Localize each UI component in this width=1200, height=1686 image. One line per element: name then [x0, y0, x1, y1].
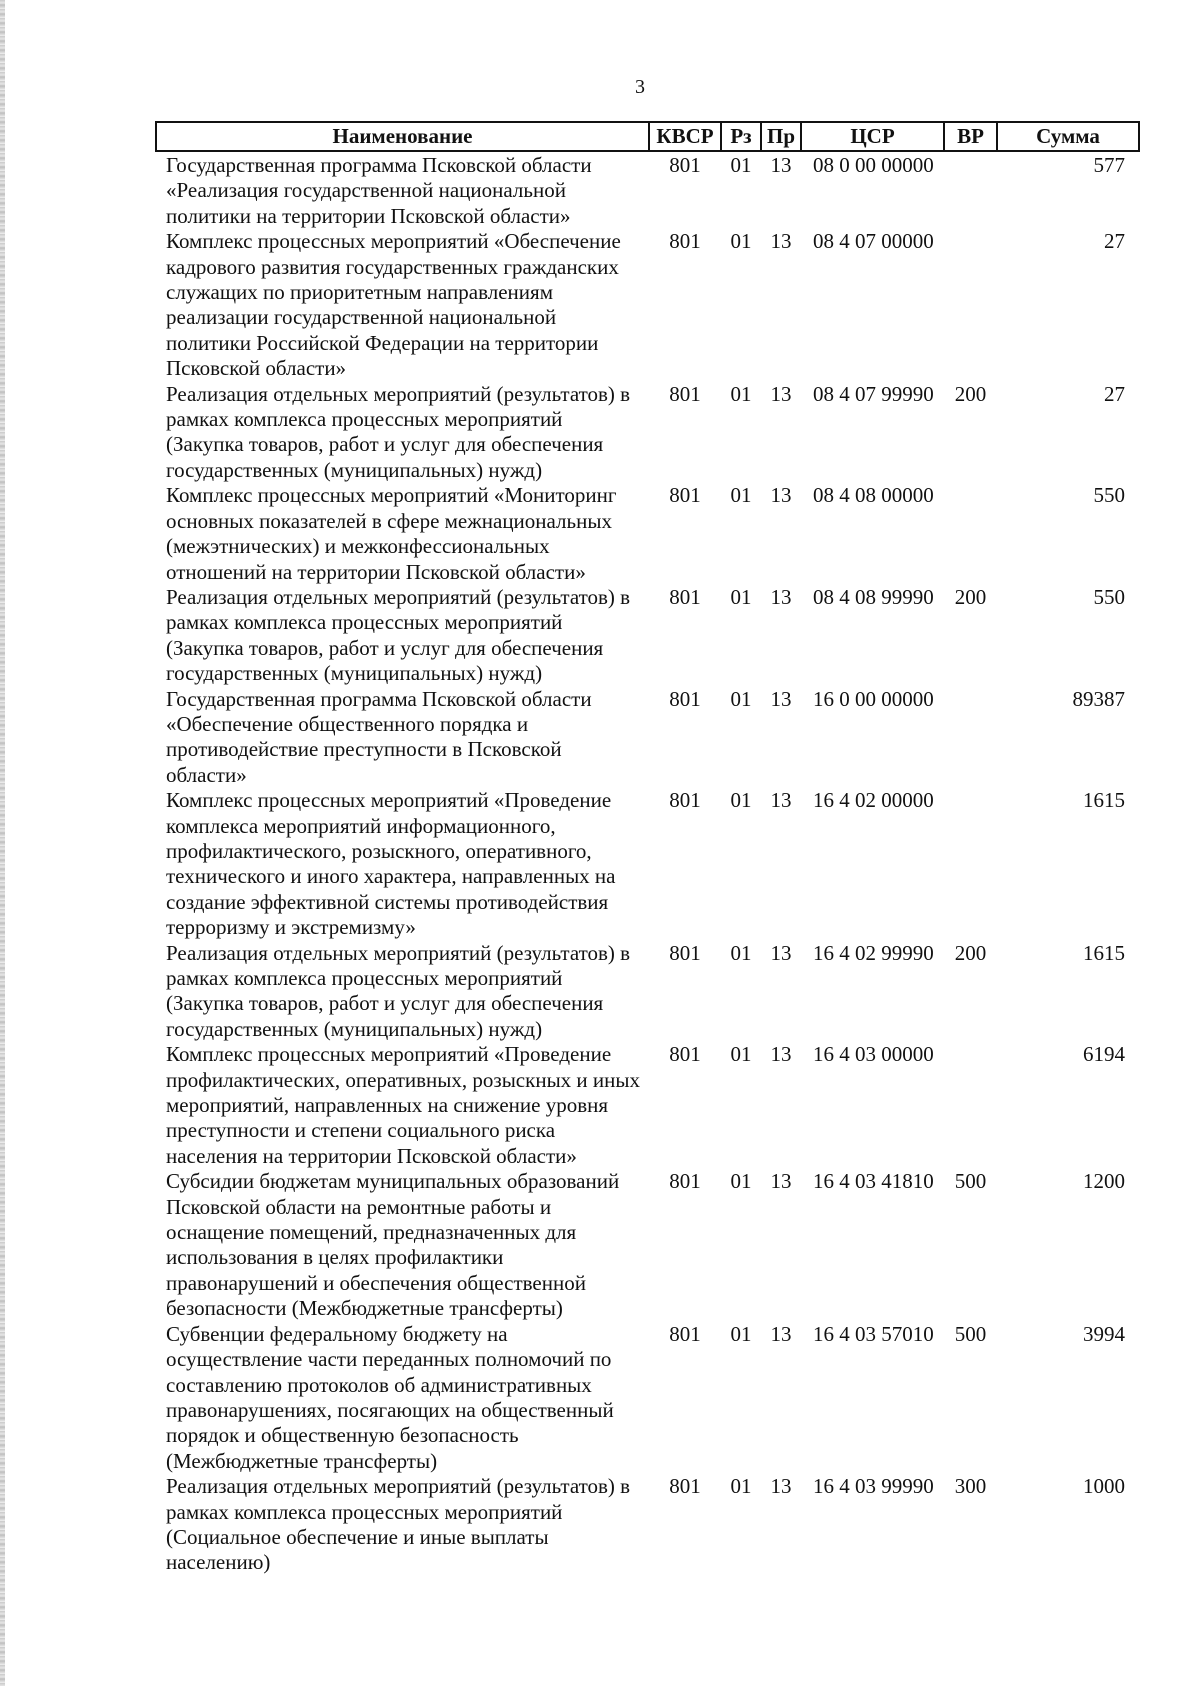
row-pr: 13: [770, 483, 792, 508]
row-rz: 01: [730, 940, 752, 965]
row-rz: 01: [730, 686, 752, 711]
row-rz: 01: [730, 1474, 752, 1499]
header-row: [156, 122, 1139, 151]
row-vr: 200: [954, 940, 987, 965]
row-name: Субсидии бюджетам муниципальных образований Псковской области на ремонтные работы и оснащение помещений, предназначенных для использования в целях профилактики правонарушений и обеспечения общественной безопасности (Межбюджетные трансферты): [166, 1169, 620, 1321]
row-csr: 16 4 03 00000: [813, 1042, 934, 1067]
row-name: Реализация отдельных мероприятий (результатов) в рамках комплекса процессных мероприятий (Закупка товаров, работ и услуг для обеспечения государственных (муниципальных) нужд): [166, 381, 631, 482]
row-name: Комплекс процессных мероприятий «Обеспечение кадрового развития государственных гражданских служащих по приоритетным направлениям реализации государственной национальной политики Российской Федерации на территории Псковской области»: [166, 229, 621, 381]
row-kvsr: 801: [669, 1321, 701, 1346]
row-kvsr: 801: [669, 686, 701, 711]
table-row: [156, 788, 1139, 940]
row-rz: 01: [730, 153, 752, 177]
table-row: [156, 1474, 1139, 1576]
row-rz: 01: [730, 584, 752, 609]
row-rz: 01: [730, 381, 752, 406]
row-kvsr: 801: [669, 584, 701, 609]
row-pr: 13: [770, 381, 792, 406]
row-sum: 27: [1104, 229, 1125, 254]
row-vr: 200: [954, 381, 987, 406]
row-rz: 01: [730, 483, 752, 508]
page-number: 3: [635, 76, 645, 98]
row-pr: 13: [770, 1474, 792, 1499]
row-kvsr: 801: [669, 1042, 701, 1067]
row-name: Реализация отдельных мероприятий (результатов) в рамках комплекса процессных мероприятий (Закупка товаров, работ и услуг для обеспечения государственных (муниципальных) нужд): [166, 940, 631, 1041]
row-sum: 550: [1093, 584, 1125, 609]
table-row: [156, 585, 1139, 687]
row-sum: 577: [1093, 153, 1125, 177]
row-pr: 13: [770, 584, 792, 609]
row-rz: 01: [730, 1321, 752, 1346]
header-kvsr: КВСР: [649, 122, 721, 151]
row-vr: [944, 151, 997, 229]
row-vr: [944, 788, 997, 940]
row-sum: 1615: [1083, 940, 1125, 965]
header-name: Наименование: [156, 122, 649, 151]
header-pr: Пр: [761, 122, 801, 151]
header-sum: Сумма: [997, 122, 1139, 151]
row-sum: 89387: [1072, 686, 1125, 711]
row-csr: 08 4 07 00000: [813, 229, 934, 254]
row-vr: [944, 1042, 997, 1169]
row-csr: 16 4 02 99990: [813, 940, 934, 965]
row-vr: [944, 483, 997, 585]
row-rz: 01: [730, 1169, 752, 1194]
budget-table: [155, 121, 1140, 1576]
row-vr: 500: [954, 1321, 987, 1346]
row-csr: 16 4 02 00000: [813, 788, 934, 813]
table-row: [156, 1042, 1139, 1169]
row-pr: 13: [770, 1169, 792, 1194]
row-vr: [944, 229, 997, 381]
row-name: Комплекс процессных мероприятий «Проведение комплекса мероприятий информационного, профилактического, розыскного, оперативного, технического и иного характера, направленных на создание эффективной системы противодействия терроризму и экстремизму»: [166, 788, 616, 940]
row-sum: 1000: [1083, 1474, 1125, 1499]
row-pr: 13: [770, 153, 792, 177]
row-vr: 500: [954, 1169, 987, 1194]
row-csr: 16 4 03 57010: [813, 1321, 934, 1346]
row-rz: 01: [730, 229, 752, 254]
row-pr: 13: [770, 1042, 792, 1067]
row-kvsr: 801: [669, 940, 701, 965]
row-kvsr: 801: [669, 1474, 701, 1499]
table-row: [156, 1322, 1139, 1474]
row-vr: [944, 687, 997, 789]
table-row: [156, 687, 1139, 789]
table-row: [156, 151, 1139, 229]
row-kvsr: 801: [669, 1169, 701, 1194]
table-body: [156, 151, 1139, 1576]
row-csr: 16 4 03 41810: [813, 1169, 934, 1194]
row-sum: 1615: [1083, 788, 1125, 813]
row-sum: 550: [1093, 483, 1125, 508]
row-kvsr: 801: [669, 788, 701, 813]
row-csr: 08 4 07 99990: [813, 381, 934, 406]
row-vr: 200: [954, 584, 987, 609]
table-row: [156, 941, 1139, 1043]
row-sum: 1200: [1083, 1169, 1125, 1194]
row-pr: 13: [770, 229, 792, 254]
row-kvsr: 801: [669, 483, 701, 508]
table-header: [156, 122, 1139, 151]
table-row: [156, 382, 1139, 484]
row-csr: 08 0 00 00000: [813, 153, 934, 177]
header-csr: ЦСР: [801, 122, 944, 151]
row-pr: 13: [770, 788, 792, 813]
row-name: Реализация отдельных мероприятий (результатов) в рамках комплекса процессных мероприятий (Социальное обеспечение и иные выплаты населению): [166, 1474, 631, 1575]
scan-edge: [0, 0, 5, 1686]
table-row: [156, 483, 1139, 585]
row-name: Государственная программа Псковской области «Обеспечение общественного порядка и противодействие преступности в Псковской области»: [166, 686, 592, 787]
row-csr: 16 0 00 00000: [813, 686, 934, 711]
row-pr: 13: [770, 940, 792, 965]
row-name: Комплекс процессных мероприятий «Мониторинг основных показателей в сфере межнациональных (межэтнических) и межконфессиональных отношений на территории Псковской области»: [166, 483, 617, 584]
row-csr: 08 4 08 99990: [813, 584, 934, 609]
row-name: Комплекс процессных мероприятий «Проведение профилактических, оперативных, розыскных и иных мероприятий, направленных на снижение уровня преступности и степени социального риска населения на территории Псковской области»: [166, 1042, 641, 1168]
row-pr: 13: [770, 686, 792, 711]
row-sum: 6194: [1083, 1042, 1125, 1067]
table-row: [156, 1169, 1139, 1321]
row-pr: 13: [770, 1321, 792, 1346]
row-kvsr: 801: [669, 381, 701, 406]
row-name: Реализация отдельных мероприятий (результатов) в рамках комплекса процессных мероприятий (Закупка товаров, работ и услуг для обеспечения государственных (муниципальных) нужд): [166, 584, 631, 686]
row-name: Государственная программа Псковской области «Реализация государственной национальной политики на территории Псковской области»: [166, 153, 592, 228]
header-vr: ВР: [944, 122, 997, 151]
row-sum: 3994: [1083, 1321, 1125, 1346]
table-row: [156, 229, 1139, 381]
row-csr: 08 4 08 00000: [813, 483, 934, 508]
row-kvsr: 801: [669, 153, 701, 177]
header-rz: Рз: [721, 122, 761, 151]
row-sum: 27: [1104, 381, 1125, 406]
row-rz: 01: [730, 1042, 752, 1067]
row-rz: 01: [730, 788, 752, 813]
row-vr: 300: [954, 1474, 987, 1499]
row-name: Субвенции федеральному бюджету на осуществление части переданных полномочий по составлению протоколов об административных правонарушениях, посягающих на общественный порядок и общественную безопасность (Межбюджетные трансферты): [166, 1321, 614, 1473]
row-csr: 16 4 03 99990: [813, 1474, 934, 1499]
row-kvsr: 801: [669, 229, 701, 254]
